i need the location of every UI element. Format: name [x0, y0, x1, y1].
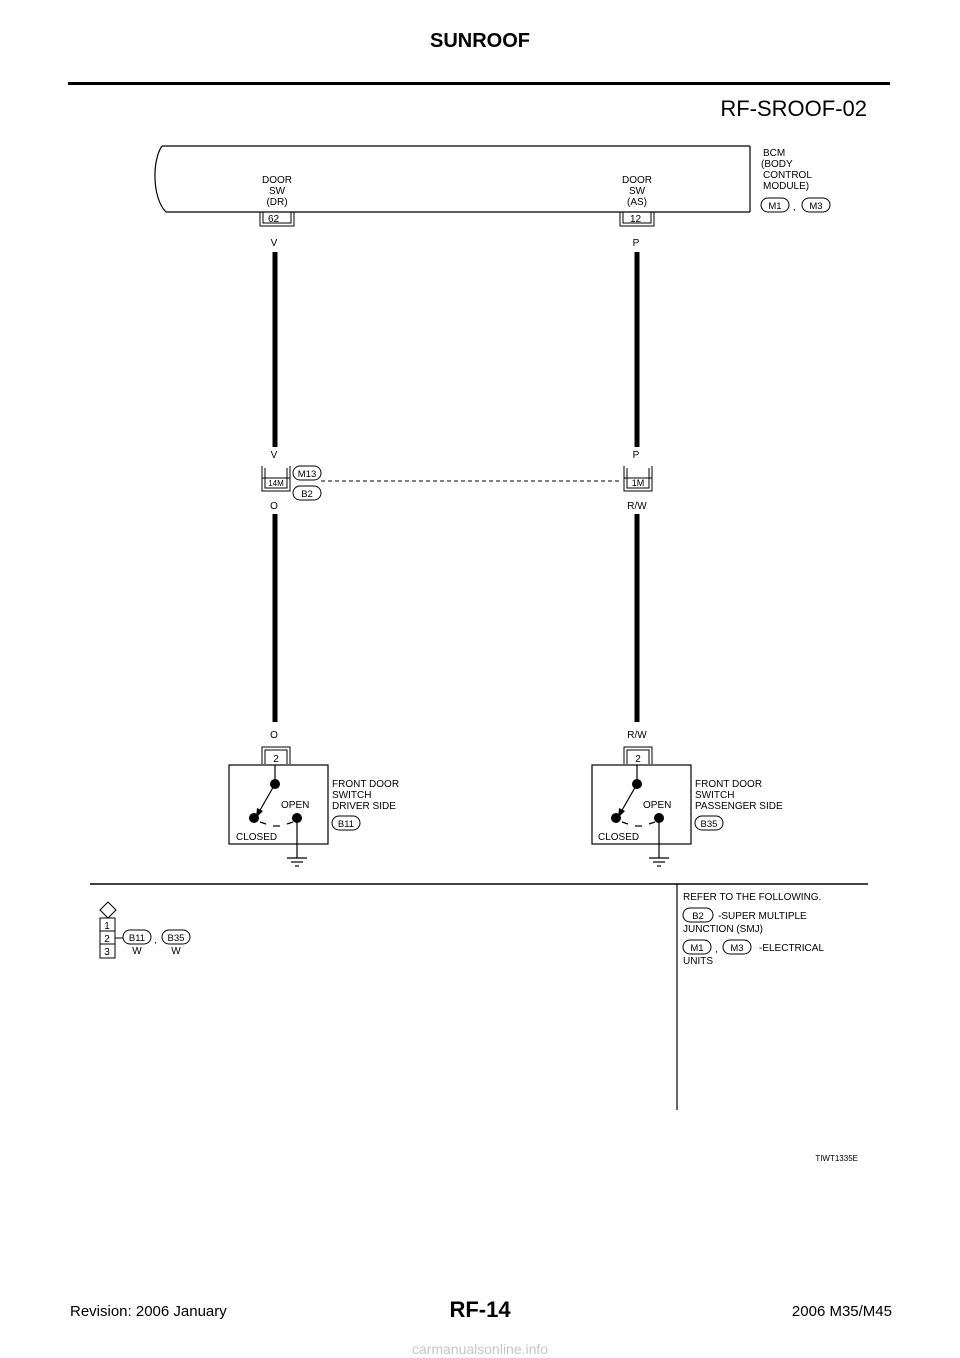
- switch-driver-closed-label: CLOSED: [236, 832, 278, 843]
- switch-passenger-connector: B35: [700, 819, 718, 830]
- diamond-icon: [100, 902, 116, 918]
- switch-driver-connector: B11: [337, 819, 355, 830]
- wire-color-o-switch: O: [270, 730, 278, 741]
- switch-passenger-title-1: FRONT DOOR: [695, 779, 763, 790]
- refer-item2-sep: ,: [715, 944, 718, 955]
- junction-connector-m13: M13: [297, 469, 317, 480]
- switch-driver-pin: 2: [273, 754, 279, 765]
- refer-item2-line2: UNITS: [683, 956, 713, 967]
- pin-table-sep: ,: [154, 935, 157, 946]
- junction-left-terminal: [262, 466, 290, 491]
- refer-item1-line1: -SUPER MULTIPLE: [718, 911, 807, 922]
- switch-driver-title-2: SWITCH: [332, 790, 372, 801]
- bcm-label: [761, 148, 830, 213]
- bcm-pin-as-label-3: (AS): [627, 197, 647, 208]
- junction-connector-b2: B2: [301, 489, 313, 500]
- pin-row-1: 1: [104, 921, 110, 932]
- diagram-id: RF-SROOF-02: [720, 96, 867, 121]
- wire-color-o-junction: O: [270, 501, 278, 512]
- refer-item1-line2: JUNCTION (SMJ): [683, 924, 763, 935]
- junction-pin-1m: 1M: [631, 478, 645, 488]
- bcm-connector-m1: M1: [768, 201, 782, 212]
- switch-driver-title-3: DRIVER SIDE: [332, 801, 396, 812]
- junction-right-terminal: [624, 466, 652, 491]
- footer-page-number: RF-14: [449, 1297, 511, 1322]
- bcm-label-line-4: MODULE): [763, 181, 810, 192]
- switch-driver-open-label: OPEN: [281, 800, 310, 811]
- wire-color-p-junction: P: [632, 450, 640, 461]
- bcm-pin-as-label-1: DOOR: [622, 175, 652, 186]
- refer-legend: [683, 892, 824, 967]
- bcm-pin-dr-label-3: (DR): [266, 197, 288, 208]
- bcm-label-line-2: (BODY: [761, 159, 793, 170]
- bcm-label-line-3: CONTROL: [763, 170, 812, 181]
- bcm-terminal-dr: [260, 212, 294, 226]
- front-door-switch-passenger: [592, 747, 691, 866]
- front-door-switch-driver: [229, 747, 328, 866]
- switch-passenger-title-3: PASSENGER SIDE: [695, 801, 783, 812]
- bcm-pin-as-label-2: SW: [628, 186, 646, 197]
- watermark: carmanualsonline.info: [411, 1341, 549, 1357]
- switch-driver-lever: [259, 784, 275, 812]
- wire-color-p-top: P: [632, 238, 640, 249]
- bcm-pin-dr-label-1: DOOR: [262, 175, 292, 186]
- bcm-cut-edge: [155, 146, 166, 212]
- wire-color-v-top: V: [270, 238, 278, 249]
- switch-passenger-pin: 2: [635, 754, 641, 765]
- refer-connector-m1: M1: [690, 943, 704, 954]
- junction-pin-14m: 14M: [268, 479, 284, 488]
- bcm-label-line-1: BCM: [763, 148, 786, 159]
- refer-connector-b2: B2: [692, 911, 704, 922]
- connector-pin-table: [100, 902, 190, 958]
- switch-passenger-title-2: SWITCH: [695, 790, 735, 801]
- bcm-terminal-as: [620, 212, 654, 226]
- bcm-connector-sep: ,: [793, 202, 796, 213]
- pin-row-2: 2: [104, 934, 110, 945]
- wire-color-rw-junction: R/W: [627, 501, 647, 512]
- bcm-unit: [155, 146, 750, 212]
- pin-table-connector-b35: B35: [167, 933, 185, 944]
- pin-row-3: 3: [104, 947, 110, 958]
- page-header-title: SUNROOF: [430, 30, 530, 52]
- switch-passenger-closed-label: CLOSED: [598, 832, 640, 843]
- refer-item2-line1: -ELECTRICAL: [759, 943, 825, 954]
- switch-passenger-lever: [621, 784, 637, 812]
- refer-title: REFER TO THE FOLLOWING.: [683, 892, 822, 903]
- bcm-pin-12: 12: [630, 214, 642, 225]
- pin-table-color-b11: W: [132, 946, 142, 957]
- switch-driver-title-1: FRONT DOOR: [332, 779, 400, 790]
- wire-color-v-junction: V: [270, 450, 278, 461]
- pin-table-connector-b11: B11: [128, 933, 146, 944]
- wire-color-rw-switch: R/W: [627, 730, 647, 741]
- bcm-pin-62: 62: [268, 214, 280, 225]
- image-code: TIWT1335E: [815, 1154, 858, 1163]
- bcm-connector-m3: M3: [809, 201, 823, 212]
- bcm-pin-dr-label-2: SW: [268, 186, 286, 197]
- footer-model: 2006 M35/M45: [791, 1303, 892, 1320]
- switch-passenger-open-label: OPEN: [643, 800, 672, 811]
- pin-table-color-b35: W: [171, 946, 181, 957]
- footer-revision: Revision: 2006 January: [70, 1303, 227, 1320]
- refer-connector-m3: M3: [730, 943, 744, 954]
